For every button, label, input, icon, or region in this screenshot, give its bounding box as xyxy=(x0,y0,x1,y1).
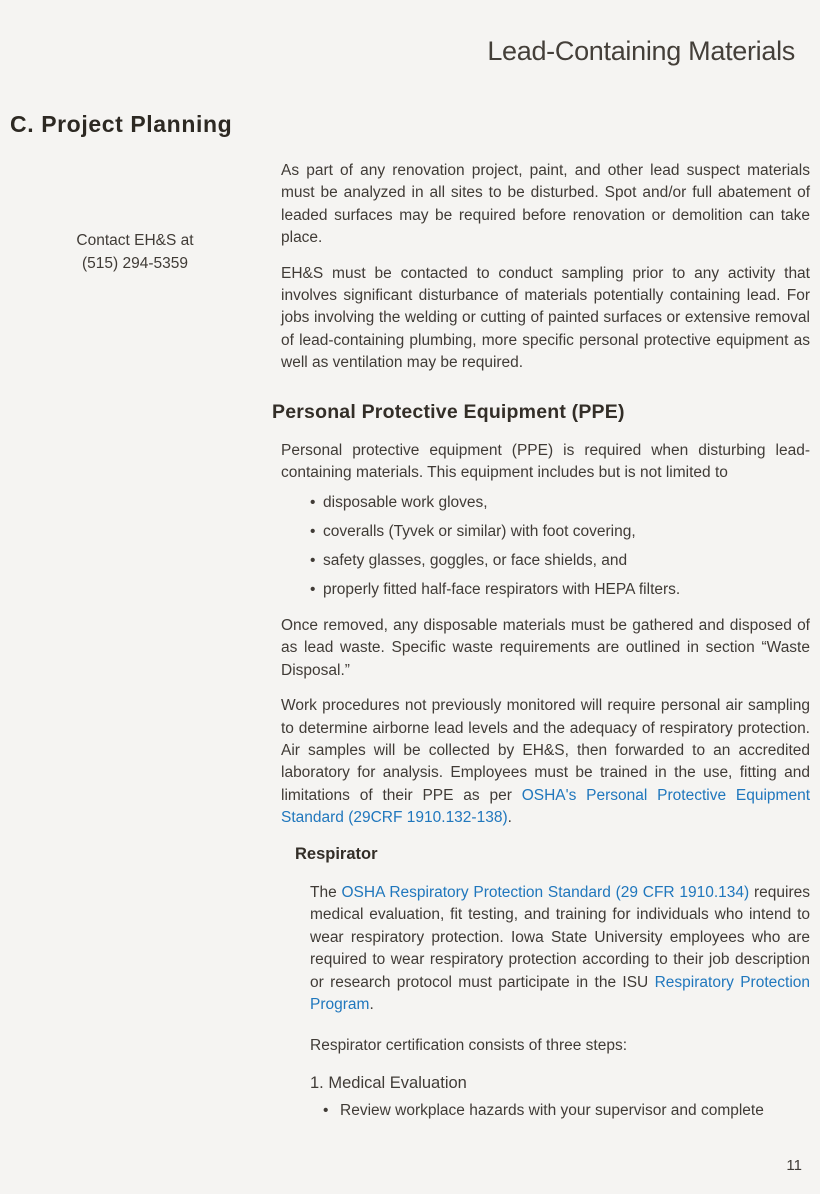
paragraph-air-sampling xyxy=(272,695,810,829)
respirator-text-pre: The xyxy=(310,884,342,902)
osha-ppe-standard-link[interactable]: OSHA's Personal Protective Equipment Standard (29CRF 1910.132-138) xyxy=(281,786,810,827)
isu-respiratory-program-link[interactable]: Respiratory Protection Program xyxy=(310,973,810,1014)
paragraph-air-period: . xyxy=(507,809,512,827)
section-heading: C. Project Planning xyxy=(10,111,233,137)
page-title: Lead-Containing Materials xyxy=(487,36,795,66)
contact-note-line1: Contact EH&S at xyxy=(76,232,194,249)
respirator-heading: Respirator xyxy=(295,844,378,863)
paragraph-waste: Once removed, any disposable materials must be gathered and disposed of as lead waste. Specific waste requirements are outlined in section “Waste Disposal.” xyxy=(281,617,810,679)
contact-note-line2: (515) 294-5359 xyxy=(82,255,188,272)
respirator-text-mid: requires medical evaluation, fit testing, and training for individuals who intend to wear respiratory protection. Iowa State University employees who are required to wear respiratory protection according to their job description or research protocol must participate in the ISU xyxy=(310,884,810,991)
respirator-body xyxy=(272,882,810,1123)
content-area xyxy=(0,160,820,1129)
respirator-section xyxy=(272,843,810,1123)
list-item: • coveralls (Tyvek or similar) with foot covering, xyxy=(272,521,810,543)
paragraph-air-text: Work procedures not previously monitored will require personal air sampling to determine airborne lead levels and the adequacy of respiratory protection. Air samples will be collected by EH&S, then forwarded to an accredited laboratory for analysis. Employees must be trained in the use, fitting and limitations of their PPE as per xyxy=(281,697,810,804)
paragraph-certification-steps: Respirator certification consists of three steps: xyxy=(310,1036,628,1054)
ppe-bullet-list xyxy=(272,492,810,601)
contact-note xyxy=(0,229,270,275)
sidebar xyxy=(0,160,272,1129)
list-item: • Review workplace hazards with your supervisor and complete xyxy=(310,1100,810,1122)
paragraph-renovation: As part of any renovation project, paint, and other lead suspect materials must be analyzed in all sites to be disturbed. Spot and/or full abatement of leaded surfaces may be required before renovation or demolition can take place. xyxy=(281,162,810,247)
respirator-text-period: . xyxy=(369,996,374,1014)
page-number: 11 xyxy=(786,1157,802,1174)
list-item: • disposable work gloves, xyxy=(272,492,810,514)
osha-respiratory-standard-link[interactable]: OSHA Respiratory Protection Standard (29 CFR 1910.134) xyxy=(341,884,750,902)
ppe-heading: Personal Protective Equipment (PPE) xyxy=(272,400,625,423)
main-text-column xyxy=(272,160,810,1129)
list-item: • safety glasses, goggles, or face shields, and xyxy=(272,550,810,572)
step-1-bullet-list xyxy=(310,1100,810,1122)
paragraph-ppe-intro: Personal protective equipment (PPE) is required when disturbing lead-containing materials. This equipment includes but is not limited to xyxy=(281,442,810,482)
paragraph-sampling: EH&S must be contacted to conduct sampling prior to any activity that involves significant disturbance of materials potentially containing lead. For jobs involving the welding or cutting of painted surfaces or extensive removal of lead-containing plumbing, more specific personal protective equipment as well as ventilation may be required. xyxy=(281,264,810,372)
step-1-label: 1. Medical Evaluation xyxy=(310,1073,467,1092)
list-item: • properly fitted half-face respirators with HEPA filters. xyxy=(272,579,810,601)
paragraph-respirator-standard xyxy=(310,882,810,1016)
